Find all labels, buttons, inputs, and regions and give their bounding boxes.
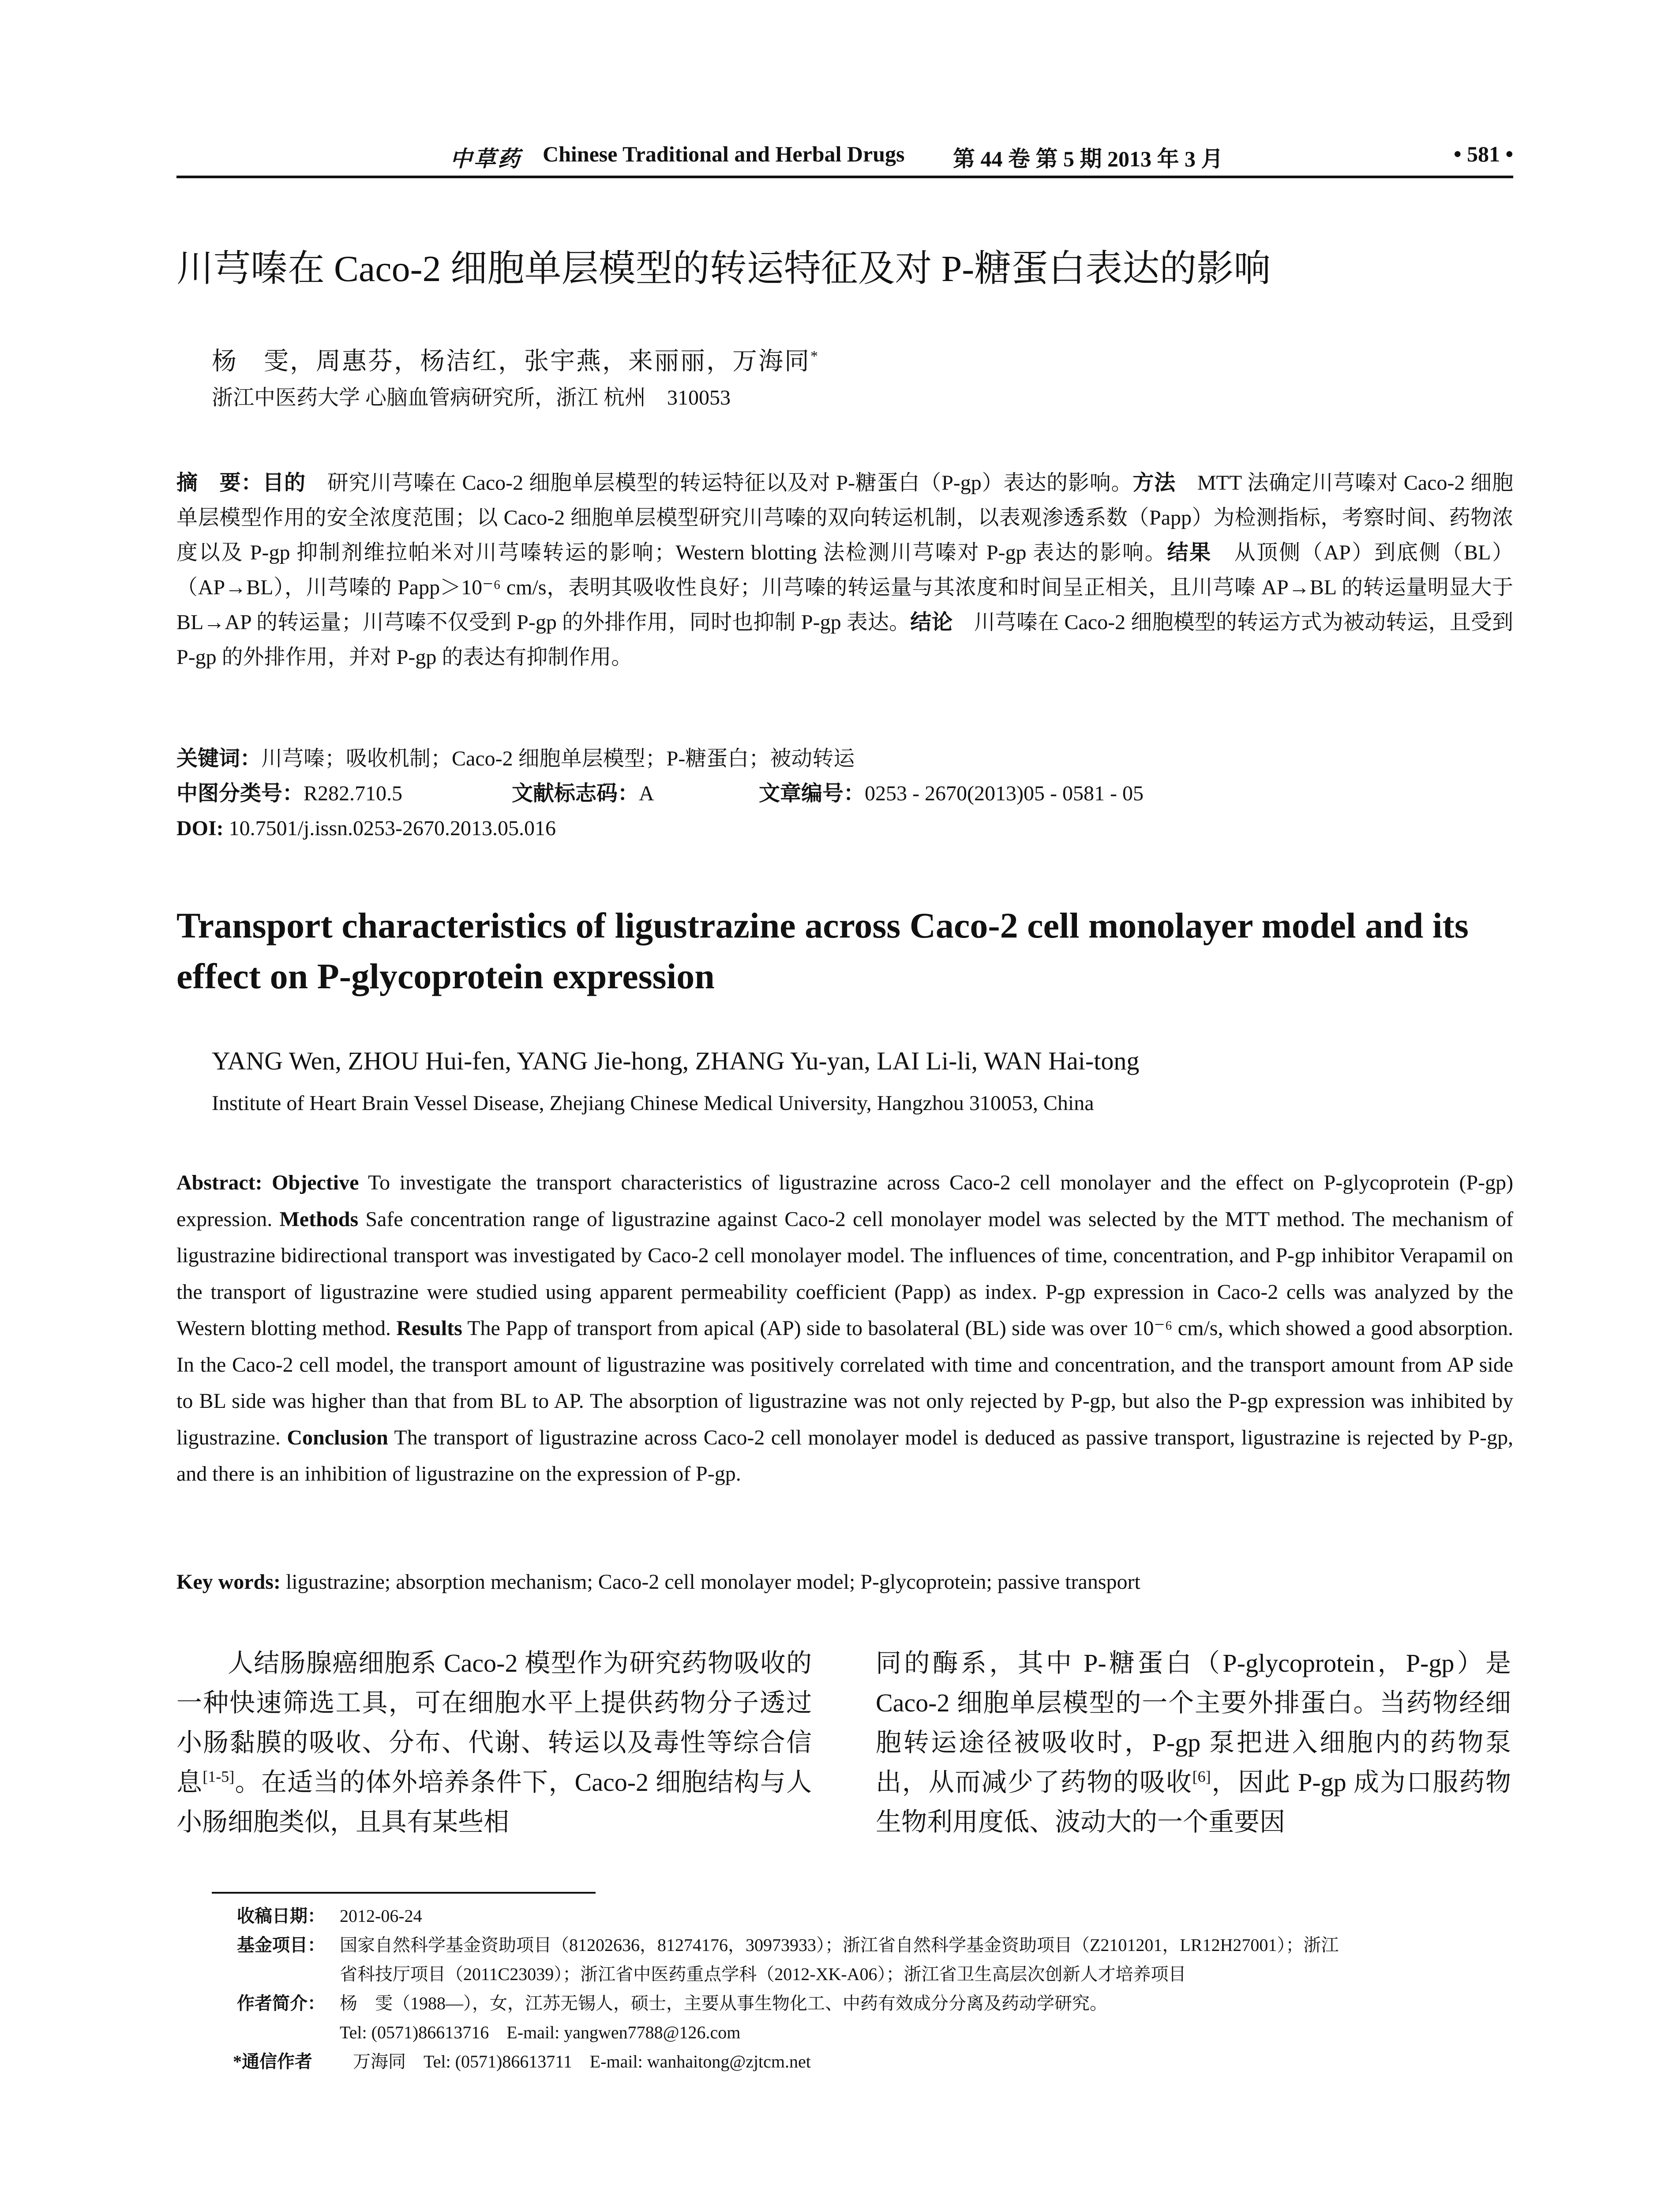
keywords-cn-value: 川芎嗪；吸收机制；Caco-2 细胞单层模型；P-糖蛋白；被动转运	[261, 747, 855, 770]
methods-en: Safe concentration range of ligustrazine against Caco-2 cell monolayer model was selected by the MTT method. The mechanism of ligustrazine bidirectional transport was investigated by Caco-2 cell monolayer model. The influences of time, concentration, and P-gp inhibitor Verapamil on the transport of ligustrazine were studied using apparent permeability coefficient (Papp) as index. P-gp expression in Caco-2 cells was analyzed by the Western blotting method.	[176, 1207, 1514, 1340]
article-metadata-cn	[176, 741, 1513, 846]
author-contact: Tel: (0571)86613716 E-mail: yangwen7788@126.com	[340, 2022, 741, 2042]
body-text: ，因此 P-gp 成为口服药物生物利用度低、波动大的一个重要因	[876, 1768, 1511, 1836]
conclusion-label-en: Conclusion	[287, 1426, 388, 1449]
body-column-left	[176, 1643, 812, 1842]
received-value: 2012-06-24	[340, 1906, 422, 1926]
citation-ref: [1-5]	[202, 1767, 235, 1786]
abstract-cn	[176, 465, 1513, 675]
body-text: 。在适当的体外培养条件下，Caco-2 细胞结构与人小肠细胞类似，且具有某些相	[176, 1768, 812, 1836]
body-text: 同的酶系，其中 P-糖蛋白（P-glycoprotein，P-gp）是 Caco-2 细胞单层模型的一个主要外排蛋白。当药物经细胞转运途径被吸收时，P-gp 泵把进入细胞内的药物泵出，从而减少了药物的吸收	[876, 1649, 1511, 1797]
objective-en: To investigate the transport characteristics of ligustrazine across Caco-2 cell monolayer and the effect on P-glycoprotein (P-gp) expression.	[176, 1171, 1513, 1231]
article-label: 文章编号：	[759, 782, 865, 805]
keywords-cn-label: 关键词：	[176, 747, 262, 770]
doi-label: DOI:	[176, 817, 224, 840]
objective-label-cn: 目的	[262, 471, 306, 495]
clc-code	[176, 776, 402, 811]
abstract-en	[176, 1165, 1513, 1493]
author-label: 作者简介：	[237, 1993, 325, 2013]
affiliation-cn: 浙江中医药大学 心脑血管病研究所，浙江 杭州 310053	[212, 386, 731, 409]
keywords-en-label: Key words:	[176, 1570, 281, 1594]
received-label: 收稿日期：	[237, 1906, 325, 1926]
abstract-cn-label: 摘 要：	[176, 471, 263, 495]
footnote-received	[176, 1902, 1513, 1931]
methods-label-cn: 方法	[1132, 471, 1176, 495]
footnotes	[176, 1902, 1513, 2076]
doi-value: 10.7501/j.issn.0253-2670.2013.05.016	[229, 817, 556, 840]
article-title-cn: 川芎嗪在 Caco-2 细胞单层模型的转运特征及对 P-糖蛋白表达的影响	[176, 248, 1271, 289]
article-number	[759, 776, 1144, 811]
author-value: 杨 雯（1988—），女，江苏无锡人，硕士，主要从事生物化工、中药有效成分分离及药动学研究。	[340, 1993, 1107, 2013]
footnote-corresponding	[176, 2047, 1513, 2076]
doi	[176, 811, 1513, 846]
footnote-rule	[212, 1892, 596, 1894]
keywords-en-value: ligustrazine; absorption mechanism; Caco-2 cell monolayer model; P-glycoprotein; passive transport	[285, 1570, 1140, 1594]
page-number: • 581 •	[1453, 142, 1513, 166]
methods-cn: MTT 法确定川芎嗪对 Caco-2 细胞单层模型作用的安全浓度范围；以 Caco-2 细胞单层模型研究川芎嗪的双向转运机制，以表观渗透系数（Papp）为检测指标，考察时间、药物浓度以及 P-gp 抑制剂维拉帕米对川芎嗪转运的影响；Western blotting 法检测川芎嗪对 P-gp 表达的影响。	[176, 471, 1513, 564]
corresponding-value: 万海同 Tel: (0571)86613711 E-mail: wanhaitong@zjtcm.net	[353, 2052, 811, 2071]
doc-value: A	[639, 782, 654, 805]
authors-cn	[212, 339, 1491, 379]
keywords-cn	[176, 741, 1513, 776]
issue-info: 第 44 卷 第 5 期 2013 年 3 月	[953, 146, 1223, 171]
article-title-en: Transport characteristics of ligustrazine across Caco-2 cell monolayer model and its effect on P-glycoprotein expression	[176, 905, 1469, 996]
results-label-cn: 结果	[1167, 541, 1212, 564]
objective-cn: 研究川芎嗪在 Caco-2 细胞单层模型的转运特征以及对 P-糖蛋白（P-gp）表达的影响。	[327, 471, 1133, 495]
objective-label-en: Objective	[272, 1171, 359, 1194]
article-value: 0253 - 2670(2013)05 - 0581 - 05	[865, 782, 1144, 805]
journal-name-cn: 中草药	[450, 146, 521, 171]
fund-value: 省科技厅项目（2011C23039）；浙江省中医药重点学科（2012-XK-A06）；浙江省卫生高层次创新人才培养项目	[340, 1964, 1186, 1984]
doc-label: 文献标志码：	[512, 782, 639, 805]
body-column-right	[876, 1643, 1511, 1842]
footnote-author	[176, 1989, 1513, 2047]
results-cn: 从顶侧（AP）到底侧（BL）（AP→BL），川芎嗪的 Papp＞10⁻⁶ cm/s，表明其吸收性良好；川芎嗪的转运量与其浓度和时间呈正相关，且川芎嗪 AP→BL 的转运量明显大于 BL→AP 的转运量；川芎嗪不仅受到 P-gp 的外排作用，同时也抑制 P-gp 表达。	[176, 541, 1513, 634]
citation-ref: [6]	[1192, 1767, 1211, 1786]
header-rule	[176, 176, 1513, 178]
clc-value: R282.710.5	[304, 782, 403, 805]
corresponding-mark: *	[810, 348, 819, 364]
journal-name-en: Chinese Traditional and Herbal Drugs	[543, 142, 905, 166]
classification-row	[176, 776, 1513, 811]
results-label-en: Results	[396, 1317, 462, 1340]
authors-cn-names: 杨 雯，周惠芬，杨洁红，张宇燕，来丽丽，万海同	[212, 348, 810, 375]
conclusion-label-cn: 结论	[910, 611, 953, 634]
document-code	[512, 776, 654, 811]
running-header	[176, 138, 1513, 173]
conclusion-en: The transport of ligustrazine across Caco-2 cell monolayer model is deduced as passive transport, ligustrazine is rejected by P-gp, and there is an inhibition of ligustrazine on the expression of P-gp.	[176, 1426, 1514, 1486]
fund-value: 国家自然科学基金资助项目（81202636，81274176，30973933）；浙江省自然科学基金资助项目（Z2101201，LR12H27001）；浙江	[340, 1935, 1339, 1955]
clc-label: 中图分类号：	[176, 782, 304, 805]
results-en: The Papp of transport from apical (AP) side to basolateral (BL) side was over 10⁻⁶ cm/s, which showed a good absorption. In the Caco-2 cell model, the transport amount of ligustrazine was positively correlated with time and concentration, and the transport amount from AP side to BL side was higher than that from BL to AP. The absorption of ligustrazine was not only rejected by P-gp, but also the P-gp expression was inhibited by ligustrazine.	[176, 1317, 1514, 1449]
authors-en: YANG Wen, ZHOU Hui-fen, YANG Jie-hong, ZHANG Yu-yan, LAI Li-li, WAN Hai-tong	[212, 1047, 1140, 1075]
fund-label: 基金项目：	[237, 1935, 325, 1955]
conclusion-cn: 川芎嗪在 Caco-2 细胞模型的转运方式为被动转运，且受到 P-gp 的外排作用，并对 P-gp 的表达有抑制作用。	[176, 611, 1513, 669]
keywords-en	[176, 1564, 1513, 1600]
methods-label-en: Methods	[279, 1207, 359, 1231]
body-text: 人结肠腺癌细胞系 Caco-2 模型作为研究药物吸收的一种快速筛选工具，可在细胞水平上提供药物分子透过小肠黏膜的吸收、分布、代谢、转运以及毒性等综合信息	[176, 1649, 812, 1797]
corresponding-label: *通信作者	[233, 2052, 312, 2071]
abstract-en-label: Abstract:	[176, 1171, 262, 1194]
footnote-fund	[176, 1931, 1513, 1989]
affiliation-en: Institute of Heart Brain Vessel Disease, Zhejiang Chinese Medical University, Hangzhou 310053, China	[212, 1092, 1094, 1115]
